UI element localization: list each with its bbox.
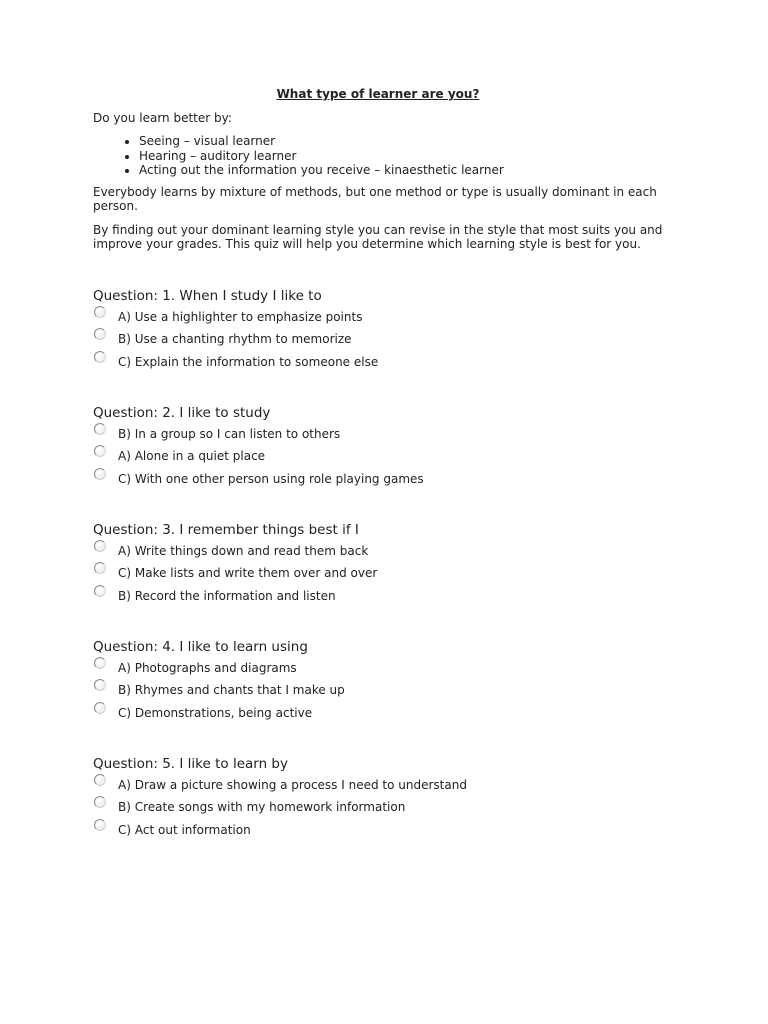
answer-option[interactable] [93,822,663,845]
option-label: B) Use a chanting rhythm to memorize [118,332,352,347]
radio-button-icon[interactable] [94,774,106,786]
question-2 [93,405,663,494]
question-title: Question: 5. I like to learn by [93,755,288,772]
option-label: A) Photographs and diagrams [118,660,297,675]
question-title: Question: 3. I remember things best if I [93,521,359,538]
radio-button-icon[interactable] [94,679,106,691]
paragraph-dominant-style: By finding out your dominant learning style you can revise in the style that most suits you and improve your grades. This quiz will help you determine which learning style is best for you. [93,222,663,251]
quiz-document [93,86,663,845]
question-5 [93,756,663,845]
learner-type-list [93,134,663,178]
question-list [93,288,663,845]
question-1 [93,288,663,377]
answer-option[interactable] [93,309,663,332]
intro-text: Do you learn better by: [93,111,232,125]
learner-type-item-kinaesthetic: • Acting out the information you receive – kinaesthetic learner [139,163,663,178]
question-title: Question: 1. When I study I like to [93,287,322,304]
radio-button-icon[interactable] [94,540,106,552]
option-label: A) Use a highlighter to emphasize points [118,309,363,324]
answer-option[interactable] [93,682,663,705]
option-label: B) Create songs with my homework information [118,800,406,815]
radio-button-icon[interactable] [94,423,106,435]
option-label: C) Act out information [118,823,251,838]
radio-button-icon[interactable] [94,819,106,831]
option-label: C) Explain the information to someone else [118,354,379,369]
question-4 [93,639,663,728]
radio-button-icon[interactable] [94,657,106,669]
option-label: A) Write things down and read them back [118,543,369,558]
option-label: B) In a group so I can listen to others [118,426,341,441]
option-label: C) Demonstrations, being active [118,706,313,721]
paragraph-mixture: Everybody learns by mixture of methods, but one method or type is usually dominant in each person. [93,184,657,213]
answer-option[interactable] [93,354,663,377]
question-3 [93,522,663,611]
answer-option[interactable] [93,448,663,471]
answer-option[interactable] [93,799,663,822]
radio-button-icon[interactable] [94,468,106,480]
option-label: C) Make lists and write them over and over [118,566,378,581]
radio-button-icon[interactable] [94,562,106,574]
option-label: B) Record the information and listen [118,589,336,603]
question-title: Question: 2. I like to study [93,404,271,421]
question-title: Question: 4. I like to learn using [93,638,308,655]
learner-type-item-visual: • Seeing – visual learner [139,134,663,149]
answer-option[interactable] [93,777,663,800]
radio-button-icon[interactable] [94,796,106,808]
page-title: What type of learner are you? [276,87,480,101]
answer-option[interactable] [93,705,663,728]
answer-option[interactable] [93,565,663,588]
radio-button-icon[interactable] [94,585,106,597]
answer-option[interactable] [93,331,663,354]
answer-option[interactable] [93,471,663,494]
answer-option[interactable] [93,426,663,449]
radio-button-icon[interactable] [94,702,106,714]
radio-button-icon[interactable] [94,306,106,318]
answer-option[interactable] [93,543,663,566]
radio-button-icon[interactable] [94,445,106,457]
answer-option[interactable] [93,660,663,683]
option-label: B) Rhymes and chants that I make up [118,683,345,698]
learner-type-item-auditory: • Hearing – auditory learner [139,149,663,164]
radio-button-icon[interactable] [94,351,106,363]
option-label: A) Draw a picture showing a process I need to understand [118,777,467,792]
answer-option[interactable] [93,588,663,611]
option-label: A) Alone in a quiet place [118,449,266,464]
option-label: C) With one other person using role playing games [118,471,424,486]
radio-button-icon[interactable] [94,328,106,340]
